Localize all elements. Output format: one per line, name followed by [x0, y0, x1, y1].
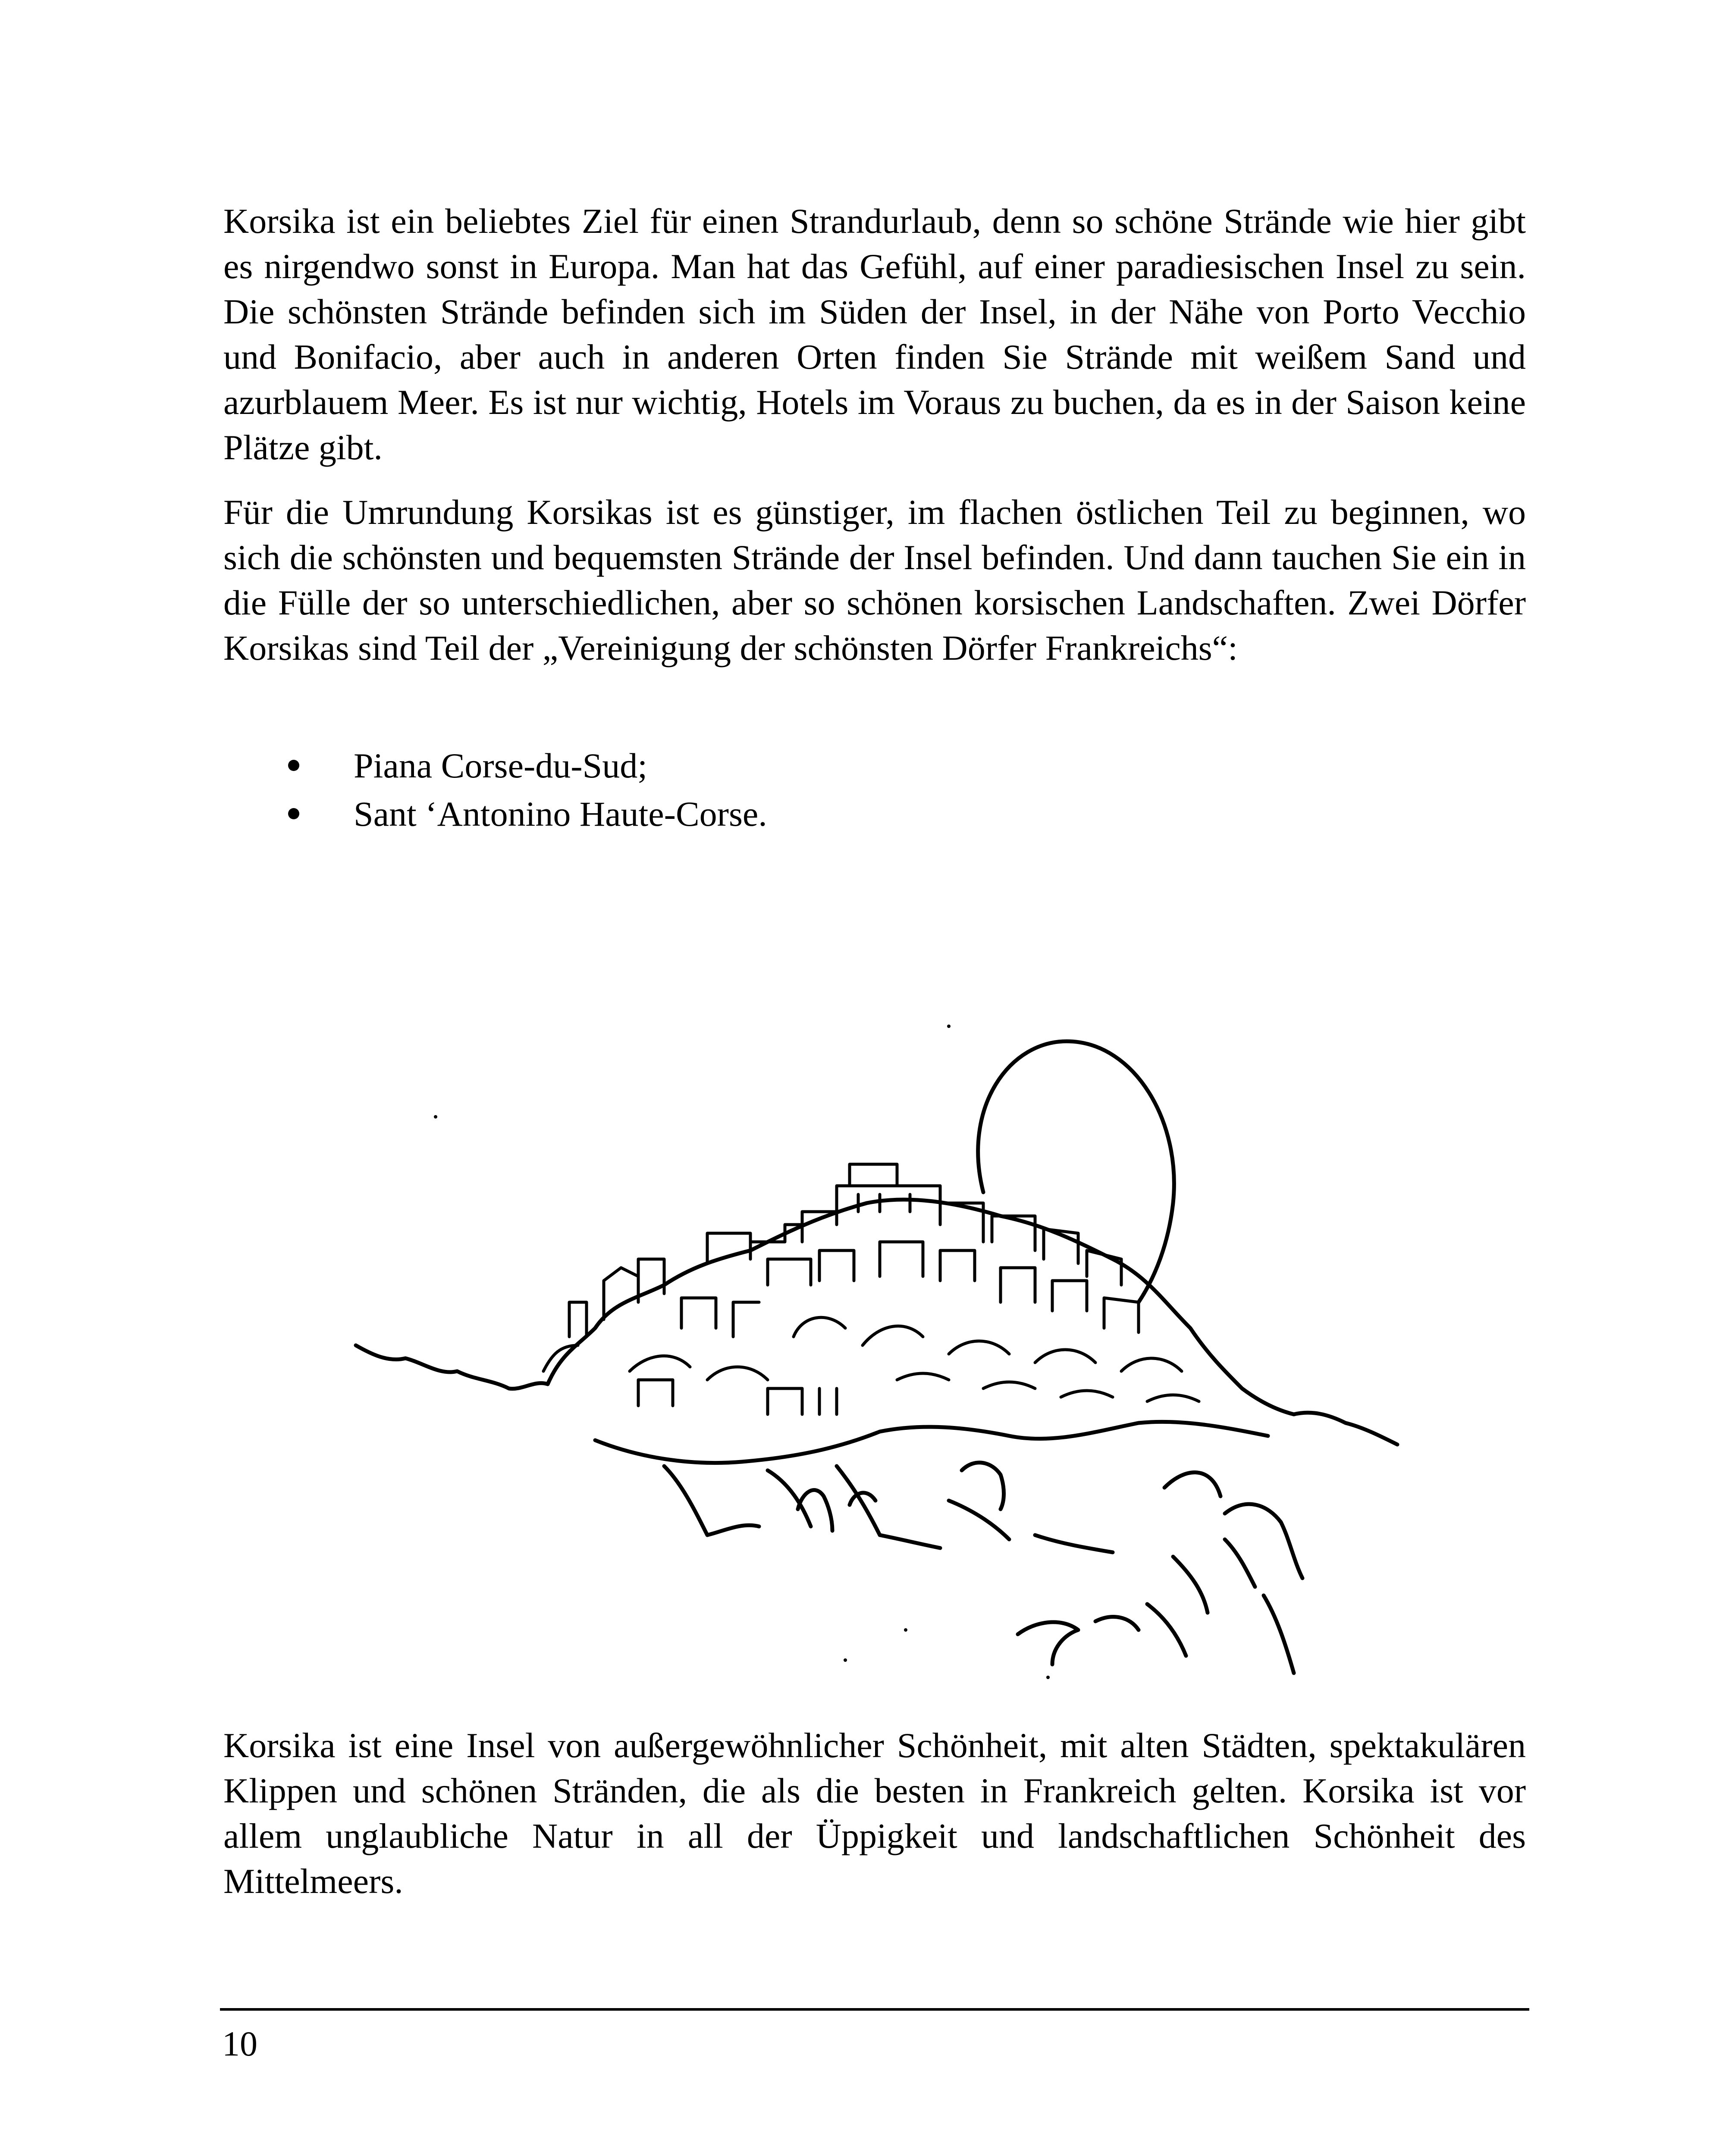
list-item	[280, 790, 767, 838]
speck	[434, 1115, 437, 1119]
footer-divider	[220, 2008, 1529, 2011]
bullet-icon	[288, 808, 299, 819]
page-number: 10	[222, 2024, 257, 2063]
cliff-edge	[664, 1466, 1113, 1552]
village-illustration	[336, 1000, 1522, 1699]
speck	[844, 1658, 847, 1662]
village-base	[595, 1422, 1268, 1463]
coastline-left	[356, 1345, 548, 1389]
list-item-text: Sant ‘Antonino Haute-Corse.	[354, 794, 767, 834]
bullet-icon	[288, 760, 299, 771]
rock-arcs	[798, 1463, 1004, 1531]
paragraph-villages: Für die Umrundung Korsikas ist es günstiger, im flachen östlichen Teil zu beginnen, wo sich die schönsten und bequemsten Strände der Insel befinden. Und dann tauchen Sie ein in die Fülle der so unterschiedlichen, aber so schönen korsischen Landschaften. Zwei Dörfer Korsikas sind Teil der „Vereinigung der schönsten Dörfer Frankreichs“:	[223, 492, 1526, 667]
list-item-text: Piana Corse-du-Sud;	[354, 746, 647, 785]
hill-outline	[548, 1200, 1294, 1414]
speck	[904, 1628, 907, 1632]
paragraph-beaches: Korsika ist ein beliebtes Ziel für einen Strandurlaub, denn so schöne Strände wie hier gibt es nirgendwo sonst in Europa. Man hat das Gefühl, auf einer paradiesischen Insel zu sein. Die schönsten Strände befinden sich im Süden der Insel, in der Nähe von Porto Vecchio und Bonifacio, aber auch in anderen Orten finden Sie Strände mit weißem Sand und azurblauem Meer. Es ist nur wichtig, Hotels im Voraus zu buchen, da es in der Saison keine Plätze gibt.	[223, 201, 1526, 467]
rocks	[1164, 1473, 1302, 1673]
speck	[1046, 1676, 1050, 1679]
village-list	[280, 742, 767, 838]
list-item	[280, 742, 767, 790]
rocks-lower	[1018, 1604, 1186, 1664]
paragraph-beauty: Korsika ist eine Insel von außergewöhnlicher Schönheit, mit alten Städten, spektakulären Klippen und schönen Stränden, die als die besten in Frankreich gelten. Korsika ist vor allem unglaubliche Natur in all der Üppigkeit und landschaftlichen Schönheit des Mittelmeers.	[223, 1726, 1526, 1901]
sun-shape	[978, 1041, 1174, 1302]
speck	[947, 1025, 951, 1028]
coastline-right	[1294, 1413, 1397, 1445]
